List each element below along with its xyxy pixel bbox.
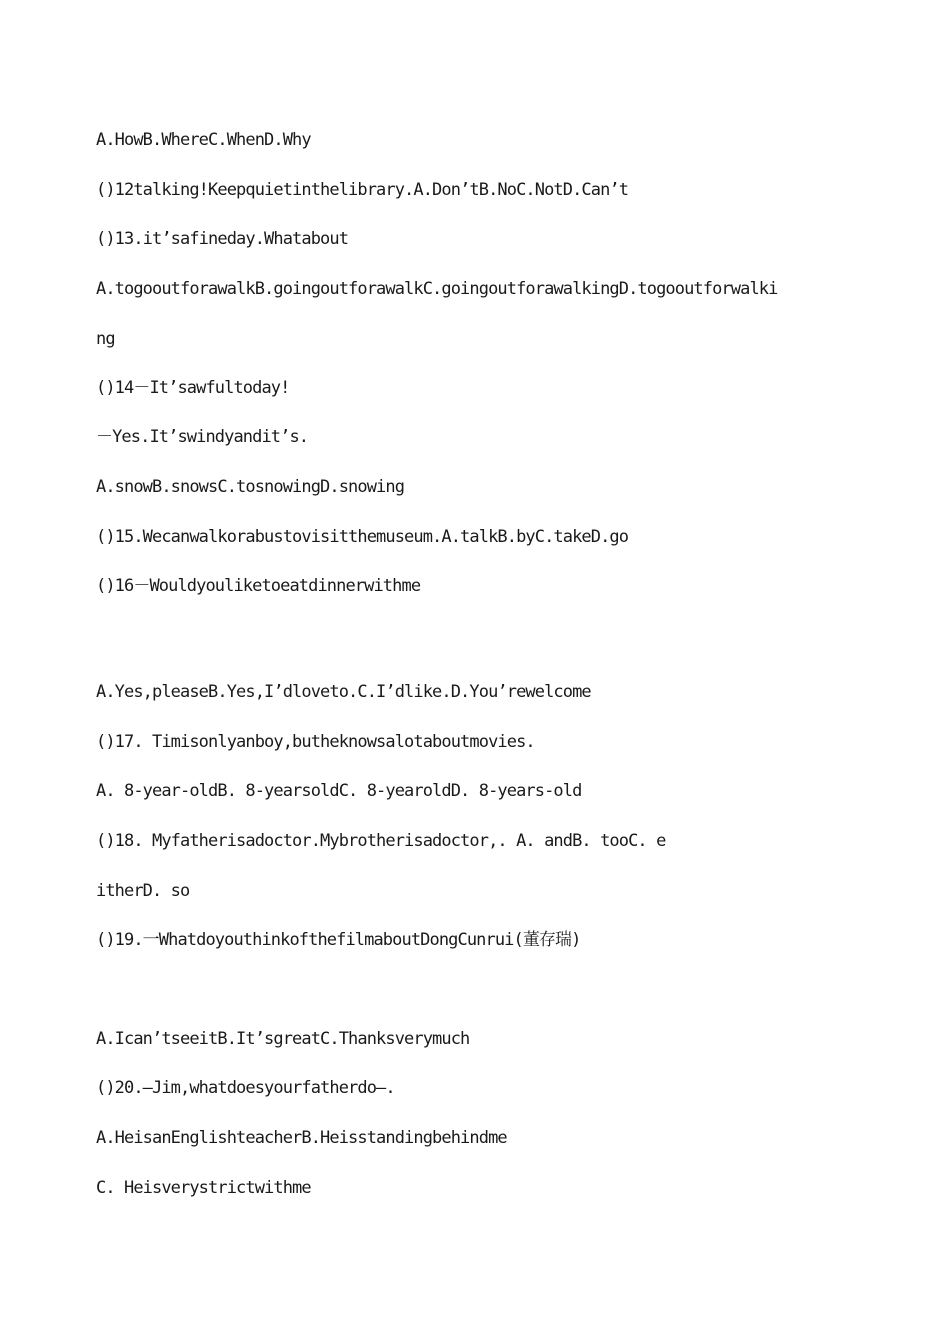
- option-line-q16: A.Yes,pleaseB.Yes,I’dloveto.C.I’dlike.D.You’rewelcome: [96, 682, 591, 702]
- option-line-q13: A.togooutforawalkB.goingoutforawalkC.goingoutforawalkingD.togooutforwalki: [96, 279, 778, 299]
- option-line-q14: A.snowB.snowsC.tosnowingD.snowing: [96, 477, 405, 497]
- question-19: ()19.一WhatdoyouthinkofthefilmaboutDongCunrui(董存瑞): [96, 930, 581, 950]
- question-12: ()12talking!Keepquietinthelibrary.A.Don’tB.NoC.NotD.Can’t: [96, 180, 629, 200]
- option-line-q17: A. 8-year-oldB. 8-yearsoldC. 8-yearoldD. 8-years-old: [96, 781, 582, 801]
- question-15: ()15.Wecanwalkorabustovisitthemuseum.A.talkB.byC.takeD.go: [96, 527, 629, 547]
- question-18: ()18. Myfatherisadoctor.Mybrotherisadoctor,. A. andB. tooC. e: [96, 831, 666, 851]
- option-line-q18-wrap: itherD. so: [96, 881, 190, 901]
- option-line-q13-wrap: ng: [96, 329, 115, 349]
- option-line-q19: A.Ican’tseeitB.It’sgreatC.Thanksverymuch: [96, 1029, 470, 1049]
- question-17: ()17. Timisonlyanboy,butheknowsalotaboutmovies.: [96, 732, 535, 752]
- question-20: ()20.—Jim,whatdoesyourfatherdo—.: [96, 1078, 395, 1098]
- option-line-q11: A.HowB.WhereC.WhenD.Why: [96, 130, 311, 150]
- question-16: ()16－Wouldyouliketoeatdinnerwithme: [96, 576, 421, 596]
- option-line-q20: A.HeisanEnglishteacherB.Heisstandingbehindme: [96, 1128, 507, 1148]
- question-13: ()13.it’safineday.Whatabout: [96, 229, 349, 249]
- question-14: ()14－It’sawfultoday!: [96, 378, 290, 398]
- option-line-q20-c: C. Heisverystrictwithme: [96, 1178, 311, 1198]
- question-14-reply: －Yes.It’swindyandit’s.: [96, 427, 309, 447]
